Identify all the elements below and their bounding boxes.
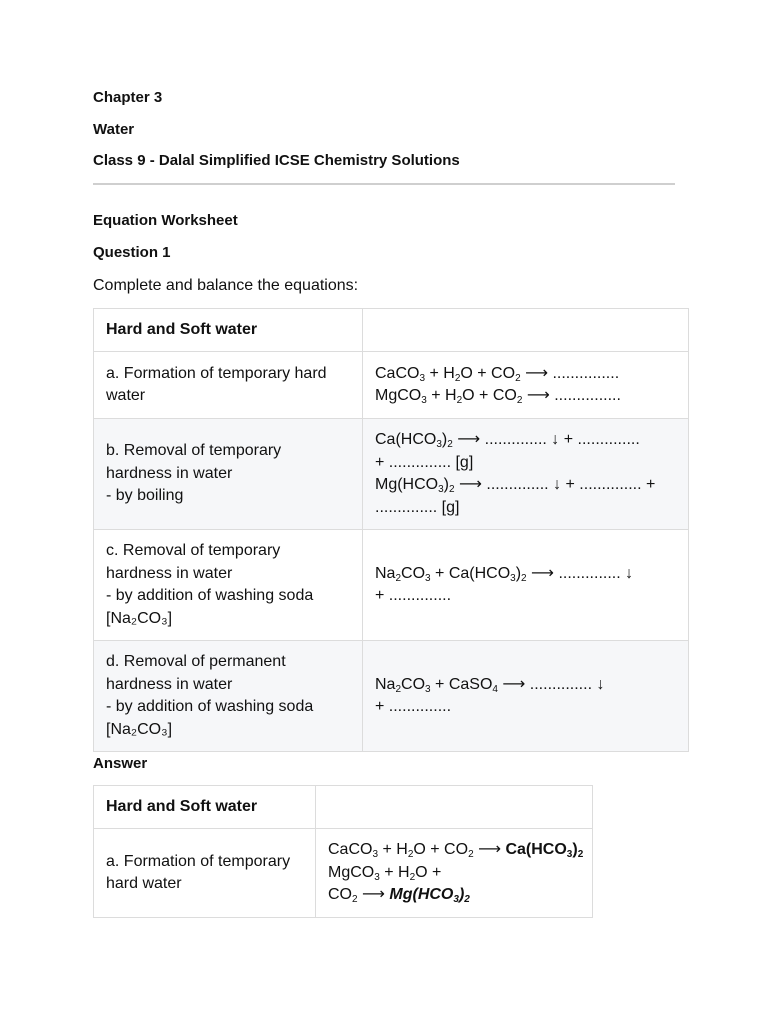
row-equation [316, 829, 593, 918]
description-line: hardness in water [106, 464, 233, 482]
row-equation [363, 352, 689, 419]
row-description [94, 829, 316, 918]
description-line: - by addition of washing soda [106, 698, 314, 715]
table-row [94, 530, 689, 641]
answer-table [93, 785, 593, 918]
description-line: water [106, 387, 146, 404]
table-row [94, 419, 689, 530]
description-line: d. Removal of permanent [106, 653, 286, 670]
section-title: Equation Worksheet [93, 212, 238, 229]
description-line: - by addition of washing soda [106, 587, 314, 604]
equation-line: $Na_2CO_3$ + CaSO$_4$ ⟶ .............. ↓ [375, 675, 605, 695]
equation-line: $Na_2CO_3 + Ca(HCO_3)_2$ ⟶ .............. ↓ [375, 564, 634, 584]
topic-heading: Water [93, 121, 135, 138]
description-line: [Na₂CO₃] [106, 609, 173, 627]
equation-line: + .............. [g] [375, 453, 474, 471]
equation-line: + .............. [375, 698, 452, 715]
equation-line: MgCO$_3$ + $H_2O + CO_2$ ⟶ ............... [375, 387, 621, 406]
table-header-empty-cell [363, 309, 689, 352]
row-equation [363, 419, 689, 530]
description-line: hard water [106, 875, 182, 892]
description-line: [Na₂CO₃] [106, 720, 173, 738]
description-line: a. Formation of temporary [106, 852, 291, 870]
table-row [94, 829, 593, 918]
row-description [94, 641, 363, 752]
equation-line: CaCO$_3$ + $H_2O + CO_2$ ⟶ $Ca(HCO_3)_2$ [328, 841, 584, 861]
table-row [94, 352, 689, 419]
question-table [93, 308, 689, 752]
description-line: - by boiling [106, 487, 184, 505]
row-description [94, 419, 363, 530]
table-header-cell: Hard and Soft water [94, 309, 363, 352]
description-line: c. Removal of temporary [106, 542, 281, 559]
table-header-row [94, 786, 593, 829]
equation-line: + .............. [375, 587, 452, 604]
description-line: hardness in water [106, 675, 233, 693]
table-row [94, 641, 689, 752]
question-heading: Question 1 [93, 244, 171, 261]
divider [93, 183, 675, 185]
row-description [94, 352, 363, 419]
answer-heading: Answer [93, 755, 148, 772]
equation-line: MgCO$_3$ + $H_2O$ + [328, 863, 442, 883]
equation-line: $Mg(HCO_3)_2$ ⟶ .............. ↓ + .............. + [375, 476, 656, 495]
table-header-cell: Hard and Soft water [94, 786, 316, 829]
chapter-heading: Chapter 3 [93, 89, 163, 106]
description-line: a. Formation of temporary hard [106, 364, 327, 382]
equation-line: $CO_2$ ⟶ $Mg(HCO_3)_2$ [328, 886, 470, 906]
table-header-row [94, 309, 689, 352]
table-header-empty-cell [316, 786, 593, 829]
row-equation [363, 641, 689, 752]
equation-line: CaCO$_3$ + $H_2O + CO_2$ ⟶ ............... [375, 364, 620, 384]
book-title: Class 9 - Dalal Simplified ICSE Chemistry Solutions [93, 152, 460, 169]
description-line: hardness in water [106, 564, 233, 582]
row-equation [363, 530, 689, 641]
equation-line: .............. [g] [375, 498, 460, 516]
equation-line: $Ca(HCO_3)_2$ ⟶ .............. ↓ + .............. [375, 431, 640, 450]
description-line: b. Removal of temporary [106, 442, 282, 460]
row-description [94, 530, 363, 641]
instruction-text: Complete and balance the equations: [93, 277, 359, 294]
